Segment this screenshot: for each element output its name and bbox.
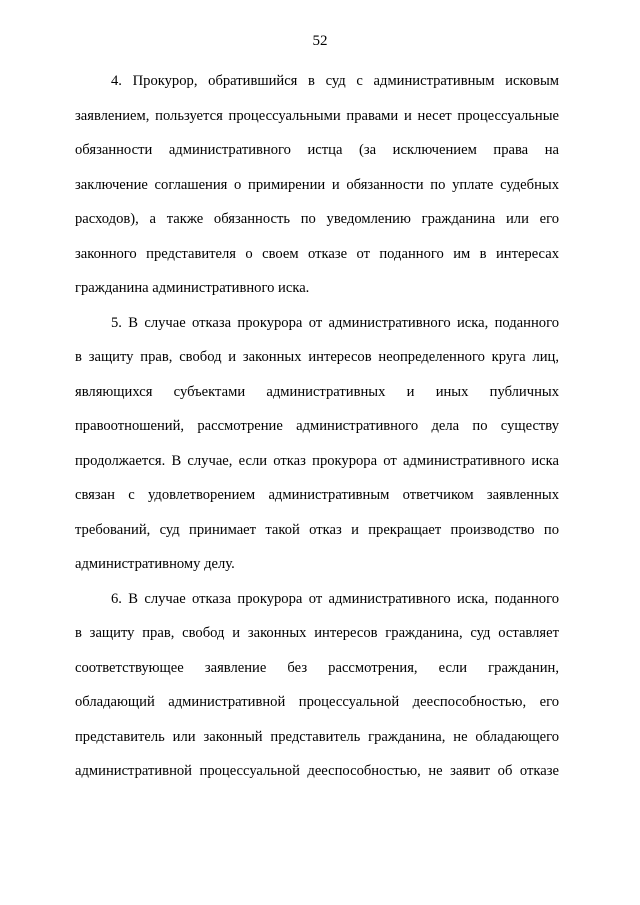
paragraph-4 xyxy=(75,64,559,306)
paragraph-5 xyxy=(75,306,559,582)
text-line: в защиту прав, свобод и законных интересов гражданина, суд оставляет xyxy=(75,625,559,641)
text-line: заявлением, пользуется процессуальными правами и несет процессуальные xyxy=(75,107,559,124)
text-line: представитель или законный представитель гражданина, не обладающего xyxy=(75,728,559,745)
text-line: заключение соглашения о примирении и обязанности по уплате судебных xyxy=(75,176,559,193)
text-line: правоотношений, рассмотрение административного дела по существу xyxy=(75,418,559,434)
text-line: 4. Прокурор, обратившийся в суд с административным исковым xyxy=(111,73,559,89)
text-line: продолжается. В случае, если отказ прокурора от административного иска xyxy=(75,452,559,469)
text-line: соответствующее заявление без рассмотрения, если гражданин, xyxy=(75,659,559,676)
text-line: требований, суд принимает такой отказ и прекращает производство по xyxy=(75,521,559,538)
text-line: 5. В случае отказа прокурора от административного иска, поданного xyxy=(111,314,559,331)
text-line: административному делу. xyxy=(75,556,235,572)
text-line: в защиту прав, свобод и законных интересов неопределенного круга лиц, xyxy=(75,349,559,365)
text-line: обладающий административной процессуальной дееспособностью, его xyxy=(75,694,559,710)
text-line: являющихся субъектами административных и иных публичных xyxy=(75,383,559,400)
text-line: расходов), а также обязанность по уведомлению гражданина или его xyxy=(75,211,559,227)
text-line: обязанности административного истца (за исключением права на xyxy=(75,142,559,158)
text-line: 6. В случае отказа прокурора от административного иска, поданного xyxy=(111,590,559,607)
page-number: 52 xyxy=(312,33,328,49)
paragraph-6 xyxy=(75,582,559,789)
text-line: гражданина административного иска. xyxy=(75,280,310,296)
document-body xyxy=(75,64,559,789)
text-line: законного представителя о своем отказе от поданного им в интересах xyxy=(75,245,559,262)
text-line: административной процессуальной дееспособностью, не заявит об отказе xyxy=(75,763,559,779)
text-line: связан с удовлетворением административным ответчиком заявленных xyxy=(75,487,559,503)
